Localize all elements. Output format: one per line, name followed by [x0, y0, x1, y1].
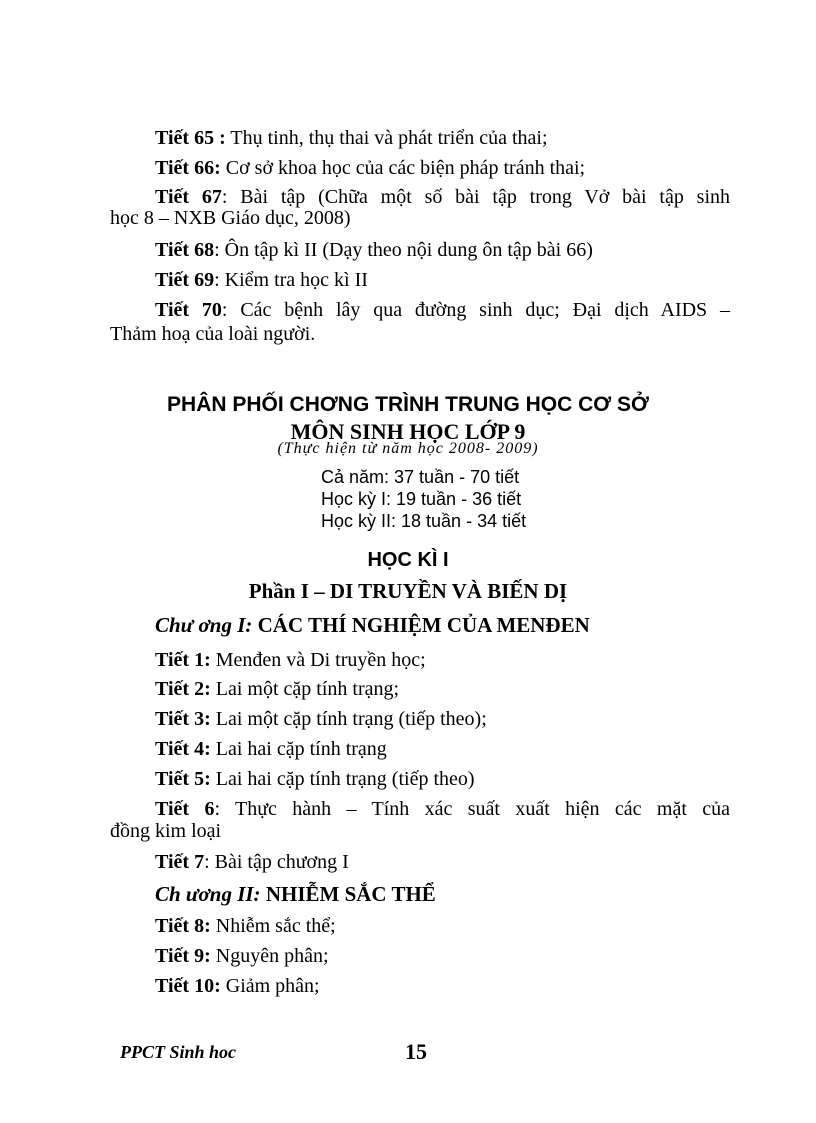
part-heading: Phần I – DI TRUYỀN VÀ BIẾN DỊ — [248, 579, 568, 603]
program-period: (Thực hiện từ năm học 2008- 2009) — [277, 440, 539, 457]
lesson-8: Tiết 8: Nhiễm sắc thể; — [155, 915, 336, 937]
lesson-70: Tiết 70: Các bệnh lây qua đường sinh dục; Đại dịch AIDS – — [155, 299, 731, 321]
lesson-7: Tiết 7: Bài tập chương I — [155, 851, 349, 873]
lesson-6: Tiết 6: Thực hành – Tính xác suất xuất hiện các mặt của — [155, 798, 730, 820]
lesson-1: Tiết 1: Menđen và Di truyền học; — [155, 649, 426, 671]
page-number: 15 — [405, 1039, 427, 1064]
program-subject: MÔN SINH HỌC LỚP 9 — [290, 419, 526, 444]
semester-heading: HỌC KÌ I — [367, 549, 449, 571]
lesson-10: Tiết 10: Giảm phân; — [155, 975, 320, 997]
lesson-5: Tiết 5: Lai hai cặp tính trạng (tiếp theo) — [155, 768, 475, 790]
lesson-3: Tiết 3: Lai một cặp tính trạng (tiếp theo); — [155, 708, 487, 730]
lesson-70-cont: Thảm hoạ của loài người. — [110, 323, 316, 345]
program-title: PHÂN PHỐI CHƠNG TRÌNH TRUNG HỌC CƠ SỞ — [167, 393, 649, 416]
stat-sem1: Học kỳ I: 19 tuần - 36 tiết — [321, 489, 522, 509]
stat-year: Cả năm: 37 tuần - 70 tiết — [321, 467, 520, 487]
lesson-4: Tiết 4: Lai hai cặp tính trạng — [155, 738, 387, 760]
lesson-69: Tiết 69: Kiểm tra học kì II — [155, 269, 368, 291]
stat-sem2: Học kỳ II: 18 tuần - 34 tiết — [321, 511, 527, 531]
lesson-68: Tiết 68: Ôn tập kì II (Dạy theo nội dung ôn tập bài 66) — [155, 239, 593, 261]
lesson-67: Tiết 67: Bài tập (Chữa một số bài tập trong Vở bài tập sinh — [155, 186, 731, 208]
lesson-66: Tiết 66: Cơ sở khoa học của các biện pháp tránh thai; — [155, 157, 586, 179]
lesson-6-cont: đồng kim loại — [110, 820, 222, 842]
chapter-2-heading: Ch ương II: NHIỄM SẮC THỂ — [155, 882, 436, 906]
lesson-67-cont: học 8 – NXB Giáo dục, 2008) — [110, 207, 351, 229]
lesson-2: Tiết 2: Lai một cặp tính trạng; — [155, 678, 400, 700]
footer-title: PPCT Sinh hoc — [120, 1042, 237, 1062]
lesson-9: Tiết 9: Nguyên phân; — [155, 945, 329, 967]
chapter-1-heading: Chư ơng I: CÁC THÍ NGHIỆM CỦA MENĐEN — [155, 613, 590, 637]
lesson-65: Tiết 65 : Thụ tinh, thụ thai và phát triển của thai; — [155, 127, 548, 149]
